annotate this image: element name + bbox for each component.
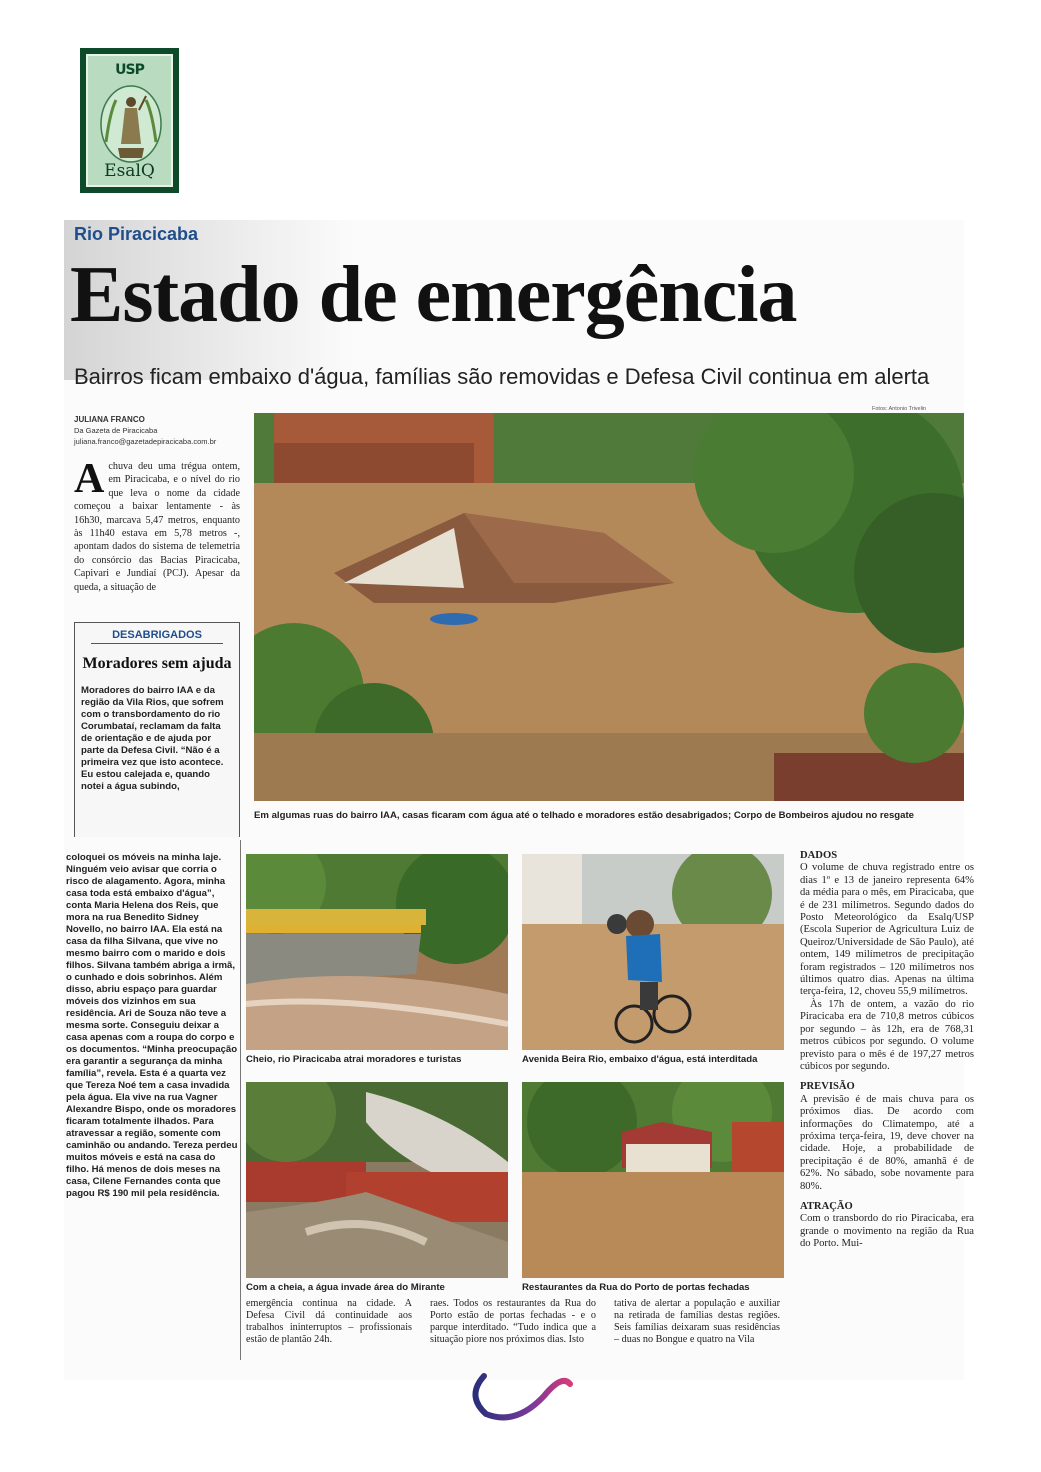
atracao-heading: ATRAÇÃO: [800, 1200, 853, 1212]
photo-credit: Fotos: Antonio Trivelin: [872, 406, 927, 412]
sidebar-text: Moradores do bairro IAA e da região da Vila Rios, que sofrem com o transbordamento do rio Corumbataí, reclamam da falta de orientação e de ajuda por parte da Defesa Civil. “Não é a primeira vez que isto acontece. Eu estou calejada e, quando notei a água subindo,: [81, 685, 224, 792]
logo-inner: [86, 54, 173, 187]
section-tag: Rio Piracicaba: [74, 224, 199, 244]
caption-restaurants: Restaurantes da Rua do Porto de portas fechadas: [522, 1282, 750, 1293]
newspaper-page: [64, 220, 974, 1380]
ceres-figure-icon: [98, 82, 165, 167]
logo-usp-text: USP: [115, 62, 144, 78]
sidebar-title: Moradores sem ajuda: [82, 655, 232, 672]
dados-heading: DADOS: [800, 850, 838, 861]
lead-text: chuva deu uma trégua ontem, em Piracicaba, e o nível do rio que leva o nome da cidade começou a baixar lentamente - às 16h30, marcava 5,47 metros, enquanto às 11h40 estava em 5,78 metros -, apontam dados do sistema de telemetria do consórcio das Bacias Piracicaba, Capivari e Jundiaí (PCJ). Apesar da queda, a situação de: [74, 461, 240, 593]
caption-avenida: Avenida Beira Rio, embaixo d'água, está interditada: [522, 1054, 758, 1065]
restaurants-photo: [522, 1082, 784, 1278]
body-column-3: tativa de alertar a população e auxiliar na retirada de famílias destas regiões. Seis famílias deixaram suas residências – duas no Bongue e quatro na Vila: [614, 1298, 780, 1345]
decorative-swirl-icon: [466, 1366, 574, 1422]
byline-email: juliana.franco@gazetadepiracicaba.com.br: [74, 437, 217, 446]
atracao-paragraph: Com o transbordo do rio Piracicaba, era grande o movimento na região da Rua do Porto. Mui-: [800, 1213, 974, 1250]
byline-author: JULIANA FRANCO: [74, 415, 145, 424]
bicycle-photo: [522, 854, 784, 1050]
body-column-1: emergência continua na cidade. A Defesa Civil dá continuidade aos trabalhos ininterruptos – profissionais estão de plantão 24h.: [246, 1298, 412, 1345]
logo-esalq-text: EsalQ: [104, 161, 155, 181]
info-column: [800, 850, 974, 1251]
drop-cap: A: [74, 456, 105, 502]
previsao-heading: PREVISÃO: [800, 1081, 855, 1093]
sidebar-box: [74, 622, 240, 837]
caption-river: Cheio, rio Piracicaba atrai moradores e turistas: [246, 1054, 462, 1065]
byline: [74, 414, 254, 447]
sidebar-continuation: coloquei os móveis na minha laje. Ninguém veio avisar que corria o risco de alagamento. Agora, minha casa toda está embaixo d'água”, conta Maria Helena dos Reis, que mora na rua Benedito Sidney Novello, no bairro IAA. Ela está na casa da filha Silvana, que vive no mesmo bairro com o marido e dois filhos. Silvana também abriga a irmã, o cunhado e dois sobrinhos. Além disso, abriu espaço para guardar móveis dos vizinhos em sua residência. Ari de Souza não teve a mesma sorte. Conseguiu deixar a casa apenas com a roupa do corpo e os documentos. “Minha preocupação era garantir a segurança da minha família”, revela. Esta é a quarta vez que Tereza Noé tem a casa invadida pela água. Ela vive na rua Vagner Alexandre Bispo, onde os moradores ficaram totalmente ilhados. Para atravessar a região, somente com caminhão ou andando. Tereza perdeu muitos móveis e está na casa do filho. Há menos de dois meses na casa, Cilene Fernandes conta que pagou R$ 190 mil pela residência.: [66, 852, 238, 1199]
body-column-2: raes. Todos os restaurantes da Rua do Porto estão de portas fechadas - e o parque interditado. “Tudo indica que a situação piore nos próximos dias. Isto: [430, 1298, 596, 1345]
column-divider: [240, 840, 241, 1360]
caption-mirante: Com a cheia, a água invade área do Mirante: [246, 1282, 445, 1293]
dados-paragraph-1: O volume de chuva registrado entre os dias 1º e 13 de janeiro representa 64% da média para o mês, em Piracicaba, que é de 231 milímetros. Segundo dados do Posto Meteorológico da Esalq/USP (Escola Superior de Agricultura Luiz de Queiroz/Universidade de São Paulo), até ontem, 149 milímetros de precipitação foram registrados – 120 milímetros nos últimos quatro dias. Apenas na última terça-feira, 12, choveu 55,9 milímetros.: [800, 862, 974, 998]
mirante-photo: [246, 1082, 508, 1278]
byline-outlet: Da Gazeta de Piracicaba: [74, 426, 158, 435]
dados-paragraph-2: Às 17h de ontem, a vazão do rio Piracicaba era de 710,8 metros cúbicos por segundo – às 12h, era de 768,31 metros cúbicos por segundo. O volume previsto para o mês é de 197,27 metros cúbicos por segundo.: [800, 998, 974, 1072]
sidebar-tag: DESABRIGADOS: [91, 629, 223, 644]
lead-paragraph: [74, 456, 240, 594]
main-photo-caption: Em algumas ruas do bairro IAA, casas ficaram com água até o telhado e moradores estão desabrigados; Corpo de Bombeiros ajudou no resgate: [254, 810, 915, 821]
subheadline: Bairros ficam embaixo d'água, famílias são removidas e Defesa Civil continua em alerta: [74, 364, 930, 389]
river-photo: [246, 854, 508, 1050]
main-flood-photo: [254, 413, 964, 801]
headline: Estado de emergência: [70, 251, 797, 339]
esalq-logo: [80, 48, 179, 193]
previsao-paragraph: A previsão é de mais chuva para os próximos dias. De acordo com informações do Climatempo, até a próxima terça-feira, 19, deve chover na cidade. Hoje, a probabilidade de precipitação é de 80%, amanhã é de 62%. No sábado, sobe novamente para 80%.: [800, 1093, 974, 1192]
